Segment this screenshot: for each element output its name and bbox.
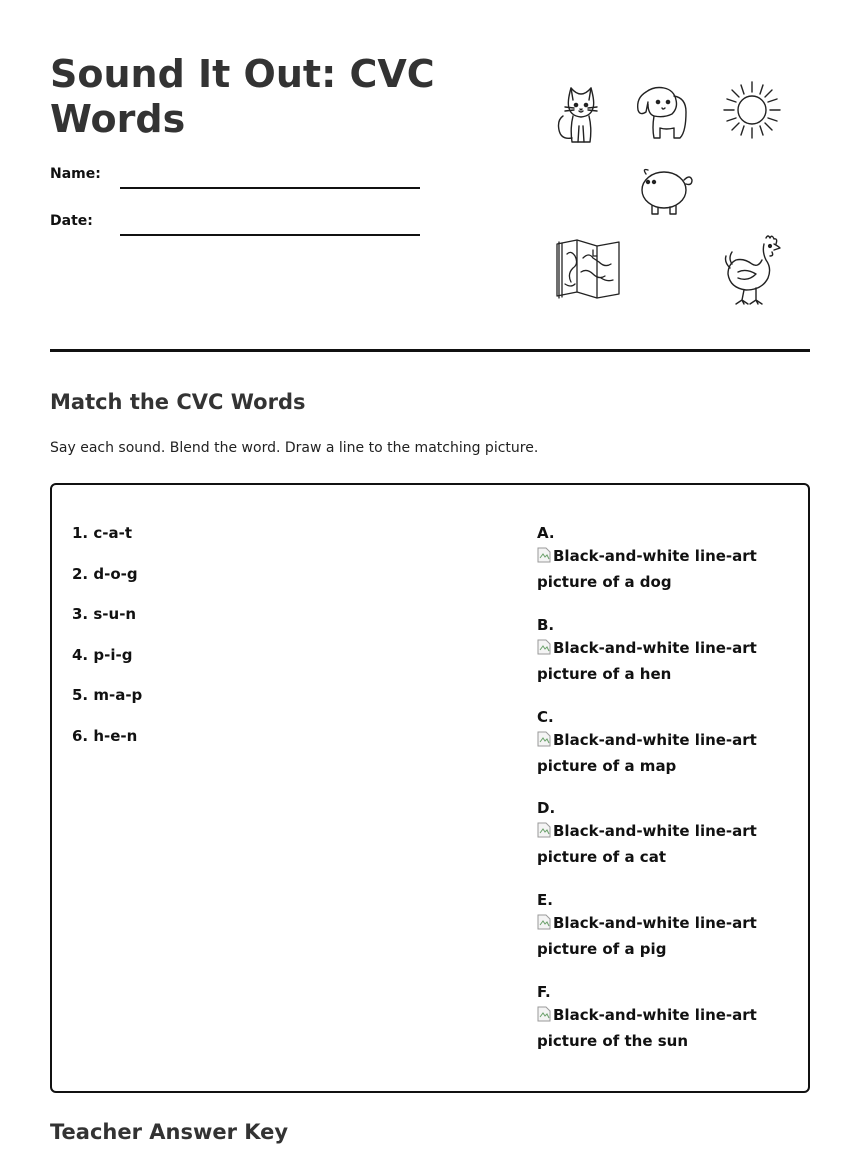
picture-letter: C. bbox=[537, 707, 554, 726]
date-label: Date: bbox=[50, 213, 93, 229]
picture-alt-text: Black-and-white line-art picture of a hen bbox=[537, 638, 757, 683]
word-item: 5. m-a-p bbox=[72, 686, 143, 705]
broken-image-icon bbox=[537, 545, 551, 561]
answer-key-title: Teacher Answer Key bbox=[50, 1120, 289, 1144]
picture-item bbox=[537, 798, 757, 890]
picture-letter: B. bbox=[537, 615, 555, 634]
page-title: Sound It Out: CVC Words bbox=[50, 52, 435, 141]
word-item: 6. h-e-n bbox=[72, 726, 138, 745]
picture-letter: E. bbox=[537, 891, 553, 910]
broken-image-icon bbox=[537, 729, 551, 745]
picture-letter: A. bbox=[537, 524, 555, 542]
picture-alt-text: Black-and-white line-art picture of a cat bbox=[537, 822, 757, 867]
word-item: 2. d-o-g bbox=[72, 564, 138, 583]
word-item: 3. s-u-n bbox=[72, 605, 137, 624]
cat-icon bbox=[553, 80, 609, 146]
picture-item bbox=[537, 890, 757, 982]
date-field[interactable] bbox=[120, 234, 420, 236]
picture-item bbox=[537, 707, 757, 799]
picture-item bbox=[537, 523, 757, 615]
map-icon bbox=[553, 238, 623, 302]
picture-item bbox=[537, 982, 757, 1074]
pig-icon bbox=[638, 166, 696, 220]
picture-alt-text: Black-and-white line-art picture of a map bbox=[537, 730, 757, 775]
picture-list bbox=[537, 523, 757, 1074]
header-divider bbox=[50, 349, 810, 352]
name-field[interactable] bbox=[120, 187, 420, 189]
matching-activity-box bbox=[50, 483, 810, 1093]
word-item: 4. p-i-g bbox=[72, 645, 133, 664]
picture-alt-text: Black-and-white line-art picture of a pig bbox=[537, 914, 757, 959]
dog-icon bbox=[634, 84, 690, 142]
picture-item bbox=[537, 615, 757, 707]
instructions: Say each sound. Blend the word. Draw a line to the matching picture. bbox=[50, 440, 539, 456]
picture-alt-text: Black-and-white line-art picture of a dog bbox=[537, 547, 757, 591]
broken-image-icon bbox=[537, 637, 551, 653]
word-item: 1. c-a-t bbox=[72, 524, 132, 542]
section-title: Match the CVC Words bbox=[50, 390, 306, 414]
picture-alt-text: Black-and-white line-art picture of the sun bbox=[537, 1005, 757, 1050]
picture-letter: F. bbox=[537, 982, 551, 1001]
broken-image-icon bbox=[537, 912, 551, 928]
broken-image-icon bbox=[537, 1004, 551, 1020]
name-label: Name: bbox=[50, 166, 101, 182]
broken-image-icon bbox=[537, 820, 551, 836]
sun-icon bbox=[722, 80, 782, 140]
hen-icon bbox=[722, 234, 784, 306]
word-list bbox=[72, 523, 142, 767]
picture-letter: D. bbox=[537, 799, 556, 818]
